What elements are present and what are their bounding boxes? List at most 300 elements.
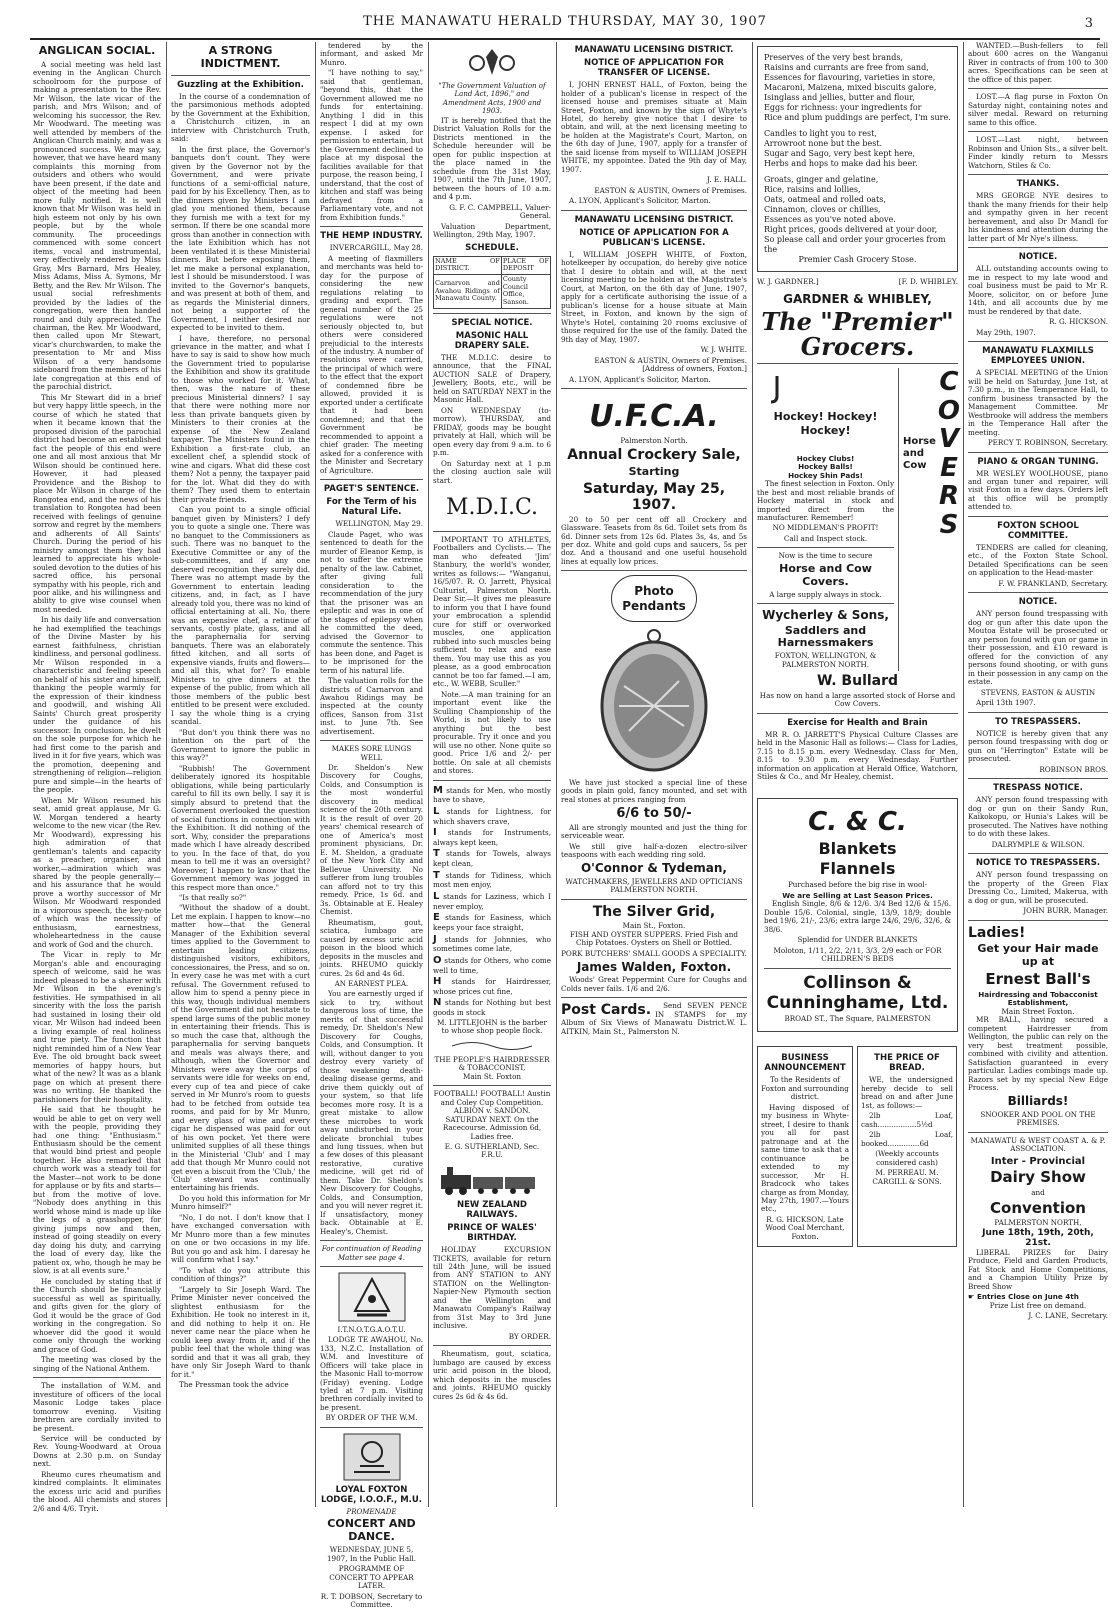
article-paragraph: The meeting was closed by the singing of the National Anthem. [33, 1355, 161, 1373]
verse-line: Rice and plum puddings are perfect, I'm sure. [764, 113, 951, 122]
walden-title: James Walden, Foxton. [576, 960, 732, 975]
continuation-note: For continuation of Reading Matter see page 4. [321, 1245, 422, 1262]
pendant-illustration-icon [594, 626, 714, 776]
crockery-date: Saturday, May 25, 1907. [582, 480, 726, 514]
article-paragraph: Claude Paget, who was sentenced to death for the murder of Eleanor Kemp, is not to suffer the extreme penalty of the law. Cabinet, after giving full consideration to the recommendation of the jury that the prisoner was an epileptic and was in one of the stages of epilepsy when he committed the deed, advised the Governor to commute the sentence. This has been done, and Paget is to be imprisoned for the term of his natural life. [320, 529, 423, 675]
collinson-title: Collinson & Cunninghame, Ltd. [766, 972, 949, 1013]
grid-title: The Silver Grid, [592, 903, 716, 920]
divider [764, 968, 951, 969]
hockey-line: Hockey Clubs! [796, 453, 855, 463]
dairy-show: Dairy Show [990, 1168, 1086, 1187]
saddlers-title: Saddlers and Harnessmakers [777, 623, 874, 650]
licensing-notice: NOTICE OF APPLICATION FOR A PUBLICAN'S LICENSE. [579, 227, 729, 248]
lost-ad: LOST.—A flag purse in Foxton On Saturday night, containing notes and silver medal. Reward on returning same to this office. [968, 92, 1108, 127]
divider [968, 452, 1108, 453]
schedule-table [433, 256, 551, 309]
divider [433, 1085, 551, 1086]
notice-date: April 13th 1907. [976, 698, 1036, 708]
ufca-title: U.F.C.A. [589, 399, 719, 435]
news-item: Service will be conducted by Rev. Young-Woodward at Oroua Downs at 2.30 p.m. on Sunday next. [33, 1433, 161, 1469]
whibley-name: [F. D. WHIBLEY. [898, 277, 958, 286]
bread-note: (Weekly accounts considered cash) [875, 1149, 939, 1167]
wanted-ad: WANTED.—Bush-fellers to fell about 600 acres on the Wanganui River in contracts of from 100 to 300 acres. Specifications can be seen at the office of this paper. [968, 41, 1108, 84]
pendants-text: We have just stocked a special line of these goods in plain gold, fancy mounted, and set with real stones at prices ranging from [561, 777, 747, 804]
column-rule [556, 42, 557, 1507]
alphabet-line: M stands for Men, who mostly have to shave, [433, 784, 551, 805]
bullard-text: Has now on hand a large assorted stock of Horse and Cow Covers. [759, 690, 956, 709]
article-paragraph: "No, I do not. I don't know that I have exchanged conversation with Mr Munro more than a few minutes on one or two occasions in my life. But you go and ask him. I daresay he will confirm what I say." [171, 1212, 310, 1265]
show-sign: J. C. LANE, Secretary. [1028, 1311, 1108, 1321]
alphabet-line: H stands for Hairdresser, whose prices cut fine, [433, 976, 551, 996]
licensing-sign: W. J. WHITE. [700, 345, 747, 355]
bullard-name: W. Bullard [816, 673, 899, 690]
trespass-title: NOTICE TO TRESPASSERS. [975, 858, 1101, 869]
indictment-heading: A STRONG INDICTMENT. [200, 44, 281, 70]
pendants-badge [611, 575, 697, 621]
assoc-title: MANAWATU & WEST COAST A. & P. ASSOCIATION. [970, 1135, 1106, 1154]
hockey-text: The finest selection in Foxton. Only the best and most reliable brands of Hockey material in stock and imported direct from the manufacturer. Remember! [757, 479, 895, 522]
licensing-sign: J. E. HALL. [707, 175, 747, 185]
article-paragraph: "Without the shadow of a doubt. Let me explain. I happen to know—no matter how—that the General Manager of the Exhibition several times applied to the Government to entertain leading citizens, distinguished visitors, exhibitors, concessionaires, the Press, and so on. In every case he was met with a curt refusal. The Government refused to allow him to spend a penny piece in this way, though individual members of the Government did not hesitate to spend large sums of the public money in entertaining their friends. This is so much the case that, although the paraphernalia for serving banquets and meals was always there, and although, when the Governor and Ministers were away the corps of servants were idle for weeks on end, every cup of tea and piece of cake served in Mr Munro's room to guests had to be fetched from outside tea rooms, and paid for by Mr Munro, and every glass of wine and every cigar he dispensed was paid for out of his own pocket. Yet there were unlimited supplies of all these things in the Ministerial 'Club' and I may add that though Mr Munro could not get even a biscuit from the 'Club,' the 'Club' steward was continually entertaining his friends. [171, 903, 310, 1193]
verse-line: Preserves of the very best brands, [764, 53, 903, 62]
verse-line: Cinnamon, cloves or chillies, [764, 205, 881, 214]
trespass-text: ANY person found trespassing with dog or gun on their Sandy Run, Kaikokopu, or Hunia's Lakes will be prosecuted. The Natives have nothing to do with these lakes. [968, 795, 1108, 839]
divider [757, 713, 958, 714]
article-paragraph: "Largely to Sir Joseph Ward. The Prime Minister never conceived the slightest enthusiasm for the Exhibition. He took no interest in it, and did nothing to help it on. He never came near the place when he could keep away from it, and if the public feel that the whole thing was sordid and that it was all grab, they have only Sir Joseph Ward to thank for it." [171, 1284, 310, 1379]
call-inspect: Call and Inspect stock. [783, 533, 868, 543]
pendants-price: 6/6 to 50/- [616, 806, 692, 822]
bottom-notices [757, 1042, 958, 1251]
schedule-title: SCHEDULE. [465, 242, 519, 253]
prize-list: Prize List free on demand. [989, 1300, 1087, 1310]
column-rule [428, 42, 429, 1507]
valuation-sign: G. F. C. CAMPBELL, Valuer-General. [449, 202, 551, 221]
article-paragraph: I have, therefore, no personal grievance in the matter, and what I have to say is said to show how much the Government tried to popularise the Exhibition and show its gratitude to those who worked for it. What, then, was the nature of these precious Ministerial dinners? I say that there were nothing more nor less than private banquets given by Ministers to their cronies at the expense of the New Zealand taxpayer. The Ministers found in the Exhibition a first-rate club, an excellent chef, a splendid stock of wine and cigars. What did these cost them? Not a penny, the taxpayer paid for the lot. What did they do with them? They used them to entertain their private friends. [171, 333, 310, 504]
covers-letters: C O V E R S [937, 367, 961, 540]
divider [320, 740, 423, 741]
crockery-title: Annual Crockery Sale, [567, 447, 741, 464]
piano-title: PIANO & ORGAN TUNING. [977, 456, 1099, 467]
railway-title: NEW ZEALAND RAILWAYS. [457, 1199, 527, 1220]
alphabet-line: L stands for Lightness, for which shavers crave, [433, 805, 551, 826]
divider [171, 75, 310, 76]
article-paragraph: "I have nothing to say," said that gentleman, "beyond this, that the Government allowed me no funds for entertaining. Anything I did in this respect I did at my own expense. I asked for permission to entertain, but the Government declined to place at my disposal the facilities available for that purpose, the reason being, I understand, that the cost of kitchen and staff was being defrayed from a Parliamentary vote, and not from Exhibition funds." [320, 68, 423, 222]
article-paragraph: A meeting of flaxmillers and merchants was held to-day for the purpose of considering the new regulations relating to grading and export. The general number of the 25 regulations were not seriously objected to, but others were considered prejudicial to the interests of the industry. A number of resolutions were carried, the principal of which were to the effect that the export of condemned fibre be allowed, provided it is exported under a certificate that it had been condemned; and that the Government be recommended to appoint a chief grader. The meeting asked for a conference with the Minister and Secretary of Agriculture. [320, 253, 423, 475]
alphabet-list [433, 785, 551, 1018]
verse-line: Sugar and Sago, very best kept here, [764, 149, 916, 158]
show-town: PALMERSTON NORTH, [994, 1218, 1082, 1228]
column-1 [33, 42, 161, 1513]
verse-line: Essences as you've noted above. [764, 215, 896, 224]
hair-made: Get your Hair made up at [977, 942, 1099, 969]
divider [320, 226, 423, 227]
ernest-ball: Ernest Ball's [985, 969, 1091, 988]
purchased-text: Purchased before the big rise in wool- [787, 880, 928, 890]
column-3 [320, 41, 423, 1610]
licensing-title: MANAWATU LICENSING DISTRICT. [574, 214, 734, 225]
oconnor-title: O'Connor & Tydeman, [580, 861, 727, 876]
verse-line: Herbs and hops to make dad his beer. [764, 159, 918, 168]
article-paragraph: In the course of a condemnation of the parsimonious methods adopted by the Government at the Exhibition, a Christchurch citizen, in an interview with Christchurch Truth, said: [171, 91, 310, 144]
football-sign: E. G. SUTHERLAND, Sec. F.R.U. [444, 1141, 540, 1160]
divider [968, 131, 1108, 132]
divider [320, 1266, 423, 1267]
verse-line: Eggs for richness: your ingredients for [764, 103, 922, 112]
hairdresser-title: THE PEOPLE'S HAIRDRESSER & TOBACCONIST, [434, 1054, 550, 1073]
divider [968, 920, 1108, 921]
walden-text: Woods' Great Peppermint Cure for Coughs and Colds never fails. 1/6 and 2/6. [561, 975, 747, 993]
divider [433, 780, 551, 781]
wycherley-title: Wycherley & Sons, [762, 608, 889, 623]
oddfellows-emblem-icon [342, 1432, 402, 1482]
divider [320, 479, 423, 480]
bread-sign: M. PERREAU. M. CARGILL & SONS. [872, 1168, 942, 1186]
column-rule [963, 42, 964, 1507]
flax-text: A SPECIAL MEETING of the Union will be held on Saturday, June 1st, at 7.30 p.m., in the Temperance Hall, to confirm business transacted by the Management Committee. Mr Westbrooke will address the members in the Temperance Hall after the meeting. [968, 368, 1108, 437]
notice-sign: R. G. HICKSON. [1049, 317, 1108, 327]
divider [968, 516, 1108, 517]
divider [757, 363, 958, 364]
schedule-cell: County Council Office, Sanson. [501, 275, 550, 309]
gw-names [757, 278, 958, 286]
school-text: TENDERS are called for cleaning, etc., of the Foxton State School. Detailed Specifications can be seen on application to the Head-master [968, 542, 1108, 578]
masonic-emblem-icon [337, 1271, 407, 1323]
postcards-text: Send SEVEN PENCE IN STAMPS for my Album of Six Views of Manawatu District.W. L. AITKIN, Main St., Palmerston N. [561, 1001, 747, 1036]
licensing-solicitor: A. LYON, Applicant's Solicitor, Marton. [569, 374, 711, 384]
licensing-text: I, WILLIAM JOSEPH WHITE, of Foxton, hotelkeeper by occupation, do hereby give notice that I desire to obtain and will, at the next licensing meeting to be holden at the Magistrate's Court, at Marton, on the 6th day of June, 1907, apply for a certificate authorising the issue of a publican's license for a house situate at Main Street, in Foxton, and known by the sign of Whyte's Hotel, containing 20 rooms exclusive of those required for the use of the family. Dated the 9th day of May, 1907. [561, 249, 747, 344]
schedule-header: NAME OF DISTRICT. [434, 256, 502, 274]
news-item: The installation of W.M. and investiture of officers of the local Masonic Lodge takes place tomorrow evening. Visiting brethren are cordially invited to be present. [33, 1381, 161, 1433]
column-6 [757, 42, 961, 1507]
bread-price: 2lb Loaf, booked..............6d [861, 1130, 953, 1148]
birthday-title: PRINCE OF WALES' BIRTHDAY. [447, 1222, 537, 1243]
hockey-covers-row [757, 367, 961, 671]
schedule-header: PLACE OF DEPOSIT [501, 256, 550, 274]
trespass-sign: DALRYMPLE & WILSON. [991, 839, 1085, 849]
loyal-promenade: PROMENADE [346, 1507, 397, 1516]
licensing-solicitor: A. LYON, Applicant's Solicitor, Marton. [569, 196, 711, 206]
gw-title: GARDNER & WHIBLEY, [783, 292, 932, 307]
hockey-title: Hockey! Hockey! Hockey! [773, 410, 878, 438]
licensing-title: MANAWATU LICENSING DISTRICT. [574, 45, 734, 55]
rheumatism-text: Rheumatism, gout, sciatica, lumbago are caused by excess uric acid poison in the blood, which deposits in the muscles and joints. RHEUMO quickly cures 2s 6d & 4s 6d. [433, 1349, 551, 1401]
entries-close: ☛ Entries Close on June 4th [968, 1292, 1079, 1302]
alphabet-line: L stands for Laziness, which I never employ, [433, 890, 551, 911]
flannels-title: Flannels [819, 859, 896, 879]
drapery-text: On Saturday next at 1 p.m the closing auction sale will start. [433, 458, 551, 485]
government-crest-icon [467, 45, 517, 79]
drapery-title: MASONIC HALL DRAPERY SALE. [454, 330, 530, 351]
thanks-text: MRS GEORGE NYE desires to thank the many friends for their help and sympathy given in her recent bereavement, and also Dr Mandl for his kindness and attention during the latter part of Mr Nye's illness. [968, 191, 1108, 243]
railway-text: HOLIDAY EXCURSION TICKETS, available for return till 24th June, will be issued from ANY STATION to ANY STATION on the Wellington-Napier-New Plymouth section and the Wellington and Manawatu Company's Railway from 31st May to 3rd June inclusive. [433, 1245, 551, 1331]
article-paragraph: This Mr Stewart did in a brief but very happy little speech, in the course of which he stated that when it became known that the proposed division of the parochial district had become an established fact the people of this end were one and all most anxious that Mr Wilson should be continued here. However, it had pleased Providence and the Bishop to place Mr Wilson in charge of the Rongotea end, and the news of his translation to Rongotea had been received with feelings of genuine sorrow and regret by the members and adherents of All Saints' Church. During the period of his ministry amongst them they had learned to appreciate his whole-souled devotion to the duties of his sacred office, his personal sympathy with his people, rich and poor alike, and his willingness and ability to give wise counsel when most needed. [33, 392, 161, 614]
article-paragraph: He said that he thought he would be able to get on very well with the people, providing they had one thing: "Enthusiasm." Enthusiasm should be the cement that would bind priest and people together. He also remarked that church work was a steady toil for the Master—not work to be done for applause or by fits and starts—but from the motive of love. "Nobody does anything in this world whose mind is made up like the legs of a grasshopper, for giving jumps now and then, instead of going steadily on every day doing his duty, and carrying the load of every day, like the patient ox, who, though he may be slow, is at all events sure." [33, 1105, 161, 1276]
drapery-text: ON WEDNESDAY (to-morrow), THURSDAY, and FRIDAY, goods may be bought privately at Hall, which will be open every day from 9 a.m. to 6 p.m. [433, 405, 551, 458]
verse-line: Right prices, goods delivered at your door, [764, 225, 938, 234]
football-text: FOOTBALL! FOOTBALL! Austin and Coley Cup Competition. ALBION v. SANDON. SATURDAY NEXT. On the Racecourse. Admission 6d, Ladies free. [433, 1089, 551, 1141]
lodge-text: LODGE TE AWAHOU, No. 133, N.Z.C. Installation of W.M. and Investiture of Officers will take place in the Masonic Hall to-morrow (Friday) evening. Lodge tyled at 7 p.m. Visiting brethren cordially invited to be present. [320, 1335, 423, 1412]
article-paragraph: The Vicar in reply to Mr Morgan's able and encouraging speech of welcome, said he was indeed pleased to be a sharer with Mr Wilson in the evening's festivities. He sympathised in all sincerity with the loss the parish had sustained in losing their old vicar. Mr Wilson had indeed been a living example of real holiness and true piety. The function that night reminded him of a New Year Eve. The old brought back sweet memories of happy hours, but what of the new? It was as a blank page on which at present there was no writing. He thanked the parishioners for their hospitality. [33, 950, 161, 1104]
notice-sign: STEVENS, EASTON & AUSTIN [980, 687, 1096, 697]
column-rule [166, 42, 167, 1507]
divider [561, 899, 747, 900]
alphabet-line: N stands for Nothing but best goods in stock [433, 997, 551, 1018]
column-rule [315, 42, 316, 1507]
flax-title: MANAWATU FLAXMILLS EMPLOYEES UNION. [982, 346, 1094, 367]
grid-address: Main St., Foxton. [622, 921, 686, 931]
divider [968, 712, 1108, 713]
divider [968, 592, 1108, 593]
valuation-caption: "The Government Valuation of Land Act, 1896," and Amendment Acts, 1900 and 1903. [438, 82, 546, 115]
verse-line: Premier Cash Grocery Stose. [798, 255, 917, 264]
pendants-text: We still give half-a-dozen electro-silver teaspoons with each wedding ring sold. [561, 841, 747, 859]
pendants-title: Photo Pendants [622, 584, 686, 613]
special-notice-title: SPECIAL NOTICE. [451, 317, 533, 328]
exercise-text: MR R. O. JARRETT'S Physical Culture Classes are held in the Masonic Hall as follows:— Class for Ladies, 7.15 to 8.15 p.m. every Wednesday. Class for Men, 8.15 to 9.30 p.m. every Wednesday. Further information on application at Herald Office, Watchorn, Stiles & Co., and Mr Healey, chemist. [757, 729, 958, 782]
littlejohn-text: M. LITTLEJOHN is the barber to whose shop people flock. [437, 1017, 547, 1036]
verse-line: Groats, ginger and gelatine, [764, 175, 879, 184]
notice-title: NOTICE. [1018, 252, 1058, 263]
divider [757, 547, 894, 548]
collinson-ad [757, 798, 958, 1032]
verse-line: Candles to light you to rest, [764, 129, 877, 138]
crockery-starting: Starting [628, 464, 680, 478]
loyal-title: LOYAL FOXTON LODGE, I.O.O.F., M.U. [320, 1484, 423, 1505]
article-paragraph: Can you point to a single official banquet given by Ministers? I defy you to quote a single one. There was no banquet to the Commissioners as such. There was no banquet to the Executive Committee or any of the sub-committees, and if any one deserved recognition they surely did. There was no attempt made by the Government to entertain leading citizens, and, in fact, as I have already told you, there was no kind of official entertaining at all. No, there was an expensive chef, a retinue of servants, costly plate, glass, and all the paraphernalia for serving banquets. There was an elaborately fitted kitchen, and all sorts of expensive viands, fruits and flowers—and all this, what for? To enable Ministers to give dinners at the expense of the public, from which all those members of the public best entitled to be present were excluded. I say the whole thing is a crying scandal. [171, 505, 310, 727]
valuation-text: IT is hereby notified that the District Valuation Rolls for the Districts mentioned in the Schedule hereunder will be open for public inspection at the place named in the schedule from the 31st May, 1907, until the 7th June, 1907, between the hours of 10 a.m. and 4 p.m. [433, 116, 551, 202]
divider [561, 570, 747, 571]
verse-line: Isinglass and jellies, butter and flour, [764, 93, 915, 102]
no-middlemen: NO MIDDLEMAN'S PROFIT! [772, 523, 879, 533]
and-word: and [1031, 1188, 1045, 1198]
notice-title: NOTICE. [1018, 597, 1058, 608]
bread-title: THE PRICE OF BREAD. [874, 1053, 940, 1074]
advert-text: You are earnestly urged if sick to try, without dangerous loss of time, the merits of that successful remedy, Dr. Sheldon's New Discovery for Coughs, Colds, and Consumption. It will, without danger to you destroy every variety of those weakening death-dealing disease germs, and drive them quickly out of your system, so that life becomes more rosy. It is a great mistake to allow these microbes to work away undisturbed in your delicate bronchial tubes and lung tissues, when but a few doses of this pleasant restorative, curative medicine, will get rid of them. Take Dr. Sheldon's New Discovery for Coughs, Colds, and Consumption, and you will never regret it. If unsatisfactory, money back. Obtainable at E. Healey's, Chemist. [320, 989, 423, 1236]
athletes-text: IMPORTANT TO ATHLETES, Footballers and Cyclists.— The man who defeated 'Jim' Stanbury, the world's wonder, writes as follows:— "Wanganui, 16/5/07. R. O. Jarrett, Physical Culturist, Palmerston North. Dear Sir,—It gives me pleasure to inform you that I have found your embrocation a splendid cure for stiff or overworked muscles, one application rubbed into such muscles being sufficient to relax and ease them. You may use this as you please, as a good embrocation cannot be too far famed.—I am, etc., W. WEBB, Sculler." [433, 535, 551, 689]
oconnor-town: PALMERSTON NORTH. [610, 885, 698, 895]
lodge-title: I.T.N.O.T.G.A.O.T.U. [337, 1325, 406, 1334]
verse-line: So please call and order your groceries from the [764, 235, 946, 254]
verse-line: Raisins and currants are free from sand, [764, 63, 929, 72]
thanks-title: THANKS. [1016, 179, 1060, 190]
divider [968, 341, 1108, 342]
valuation-dept: Valuation Department, Wellington, 29th May, 1907. [433, 221, 551, 240]
article-paragraph: tendered by the informant, and asked Mr Munro. [320, 41, 423, 67]
alphabet-line: I stands for Instruments, always kept keen, [433, 827, 551, 847]
snooker-text: SNOOKER AND POOL ON THE PREMISES. [980, 1109, 1096, 1128]
licensing-owners: EASTON & AUSTIN, Owners of Premises. [594, 185, 747, 195]
premier-title: The "Premier" Grocers. [761, 306, 954, 361]
ufca-town: Palmerston North. [620, 435, 688, 445]
licensing-owners: EASTON & AUSTIN, Owners of Premises. [Address of owners, Foxton.] [594, 355, 747, 374]
exercise-title: Exercise for Health and Brain [787, 717, 928, 728]
hockey-line: Hockey Balls! [798, 462, 853, 472]
article-paragraph: "To what do you attribute this condition of things?" [171, 1265, 310, 1284]
paget-heading: PAGET'S SENTENCE. [323, 484, 420, 495]
railway-train-icon [437, 1163, 547, 1197]
alphabet-line: T stands for Tidiness, which most men enjoy, [433, 869, 551, 890]
school-title: FOXTON SCHOOL COMMITTEE. [997, 520, 1079, 541]
moloton-text: Moloton, 1/11, 2/2, 2/11, 3/3, 2/9 each or FOR CHILDREN'S BEDS [773, 945, 942, 964]
lost-ad: LOST.—Last night, between Robinson and Union Sts., a silver belt. Finder kindly return to Messrs Watchorn, Stiles & Co. [968, 135, 1108, 170]
alphabet-line: T stands for Towels, always kept clean, [433, 848, 551, 869]
billiards-title: Billiards! [1007, 1094, 1069, 1109]
licensing-text: I, JOHN ERNEST HALL, of Foxton, being the holder of a publican's license in respect of the licensed house and premises situate at Main Street, Foxton, and known by the sign of Whyte's Hotel, do hereby give notice that I desire to obtain, and will, at the next licensing meeting to be holden at the Magistrate's Court, Marton, on the 6th day of June, 1907, apply for a transfer of the said license from myself to WILLIAM JOSEPH WHITE, my appointee. Dated the 9th day of May, 1907. [561, 80, 747, 174]
blankets-title: Blankets [818, 838, 897, 858]
premier-verse-box [757, 46, 958, 272]
liberal-text: LIBERAL PRIZES for Dairy Produce, Field and Garden Products, Fat Stock and Home Competitions, and a Champion Utility Prize by Breed Show [968, 1247, 1108, 1291]
wycherley-address: FOXTON, WELLINGTON, & PALMERSTON NORTH. [774, 651, 877, 669]
verse-line: Essences for flavouring, varieties in store, [764, 73, 936, 82]
divider [33, 1377, 161, 1378]
trespass-title: TO TRESPASSERS. [995, 716, 1081, 727]
concert-date: WEDNESDAY, JUNE 5, 1907, In the Public Hall. [326, 1545, 417, 1563]
trespass-sign: JOHN BURR, Manager. [1023, 906, 1108, 916]
ornament-icon [452, 1039, 532, 1053]
lodge-sign: BY ORDER OF THE W.M. [325, 1413, 418, 1423]
anglican-heading: ANGLICAN SOCIAL. [38, 44, 156, 57]
gardner-name: W. J. GARDNER.] [757, 277, 819, 286]
sizes-text: English Single, 8/6 & 12/6. 3/4 Bed 12/6 & 15/6. Double 15/6. Colonial, single, 13/9, 18/9; double bed 19/6, 21/-, 23/6; extra large 24/6, 29/6, 32/6, & 38/6. [764, 899, 951, 934]
pork-text: PORK BUTCHERS' SMALL GOODS A SPECIALITY. [561, 948, 747, 958]
trespass-text: ANY person found trespassing on the property of the Green Flax Dressing Co., Limited, Makerua, with a dog or gun, will be prosecuted. [968, 870, 1108, 905]
article-paragraph: The valuation rolls for the districts of Carnarvon and Awahou Ridings may be inspected at the county offices, Sanson from 31st inst. to June 7th. See advertisement. [320, 676, 423, 736]
selling-text: We are Selling at Last Season Prices. [782, 890, 933, 900]
article-paragraph: "But don't you think there was no intention on the part of the Government to ignore the public in this way?" [171, 727, 310, 763]
bullard-covers [903, 367, 961, 671]
lungs-heading: MAKES SORE LUNGS WELL [331, 745, 412, 762]
divider [433, 1345, 551, 1346]
divider [561, 388, 747, 389]
divider [968, 88, 1108, 89]
bread-price: 2lb Loaf, cash.................5½d [861, 1111, 953, 1129]
divider [968, 853, 1108, 854]
notice-text: ANY person found trespassing with dog or gun after this date upon the Moutoa Estate will be prosecuted or any person found with gun or game in their possession, and £10 reward is offered for the conviction of any persons found shooting, or with guns in their possession in any camp on the estate. [968, 609, 1108, 687]
column-5 [561, 42, 747, 1507]
splendid-text: Splendid for UNDER BLANKETS [797, 935, 918, 945]
article-paragraph: He concluded by stating that if the Church should be financially successful as well as spiritually, and gifts given for the glory of God it would be the grace of God working in the congregation. So whoever did the good it would come only through the working and grace of God. [33, 1276, 161, 1354]
alphabet-line: J stands for Johnnies, who sometimes come late, [433, 933, 551, 954]
article-paragraph: "Is that really so?" [179, 893, 247, 902]
flax-sign: PERCY T. ROBINSON, Secretary. [987, 438, 1108, 448]
divider [320, 1240, 423, 1241]
divider [433, 531, 551, 532]
alphabet-line: E stands for Easiness, which keeps your face straight, [433, 912, 551, 933]
hairdresser-address: Main St. Foxton [462, 1071, 522, 1081]
divider [561, 210, 747, 211]
bread-text: WE, the undersigned hereby decide to sell bread on and after June 1st, as follows:— [861, 1075, 953, 1110]
business-title: BUSINESS ANNOUNCEMENT [764, 1053, 846, 1074]
plea-heading: AN EARNEST PLEA. [334, 980, 409, 989]
grid-text: FISH AND OYSTER SUPPERS. Fried Fish and Chip Potatoes. Oysters on Shell or Bottled. [570, 929, 738, 948]
concert-title: CONCERT AND DANCE. [327, 1517, 416, 1544]
column-4 [433, 42, 551, 1507]
covers-horse-cow: Horse and Cow [903, 435, 936, 471]
athletes-note: Note.—A man training for an important event like the Sculling Championship of the World, is not likely to use anything but the best procurable. Try it once and you will use no other. None quite so good. Price 1/6 and 2/- per bottle. On sale at all chemists and stores. [433, 689, 551, 776]
pendants-text: All are strongly mounted and just the thing for serviceable wear. [561, 822, 747, 841]
concert-sign: R. T. DOBSON, Secretary to Committee. [320, 1591, 423, 1610]
divider [968, 174, 1108, 175]
drapery-text: THE M.D.I.C. desire to announce, that the FINAL AUCTION SALE of Drapery, Jewellery, Boots, etc., will be held on SATURDAY NEXT in the Masonic Hall. [433, 352, 551, 405]
verse-line: Arrowroot none but the best. [764, 139, 883, 148]
mdic-title: M.D.I.C. [445, 495, 539, 521]
trespass-sign: ROBINSON BROS. [1039, 764, 1108, 774]
advert-text: Dr. Sheldon's New Discovery for Coughs, Colds, and Consumption is the most wonderful discovery in medical science of the 20th century. It is the result of over 20 years' chemical research of one of America's most prominent physicians, Dr. E. M. Sheldon, a graduate of the New York City and Bellevue University. No sufferer from lung troubles can afford not to try this remedy. Price, 1s 6d. and 3s. Obtainable at E. Healey Chemist. [320, 762, 423, 917]
licensing-notice: NOTICE OF APPLICATION FOR TRANSFER OF LICENSE. [584, 58, 724, 79]
postcards-title: Post Cards. [561, 1002, 652, 1019]
column-7 [968, 42, 1108, 1507]
divider [757, 603, 894, 604]
dateline: INVERCARGILL, May 28. [329, 243, 423, 253]
business-to: To the Residents of Foxton and surrounding district. [761, 1075, 849, 1102]
advert-text: Rheumatism, gout, sciatica, lumbago are caused by excess uric acid poison in the blood which deposits in the muscles and joints. RHEUMO quickly cures. 2s 6d and 4s 6d. [320, 917, 423, 978]
schedule-cell: Carnarvon and Awahou Ridings of Manawatu County. [434, 275, 502, 309]
business-sign: R. G. HICKSON, Late Wood Coal Merchant, Foxton. [765, 1214, 845, 1241]
divider [561, 997, 747, 998]
show-dates: June 18th, 19th, 20th, 21st. [982, 1227, 1094, 1249]
hair-address: Main Street Foxton. [1001, 1006, 1075, 1016]
hockey-stick-icon [767, 374, 787, 404]
verse-line: Macaroni, Maizena, mixed biscuits galore, [764, 83, 937, 92]
divider [320, 1427, 423, 1428]
school-sign: F. W. FRANKLAND, Secretary. [998, 578, 1108, 588]
divider [433, 313, 551, 314]
news-item: Rheumo cures rheumatism and kindred complaints. It eliminates the excess uric acid and purifies the blood. All chemists and stores 2/6 and 4/6. Tryit. [33, 1469, 161, 1513]
convention-title: Convention [990, 1198, 1086, 1217]
divider [968, 247, 1108, 248]
article-paragraph: In his daily life and conversation he had exemplified the teachings of the Divine Master by his earnest faithfulness, christian kindliness, and personal godliness. Mr Wilson responded in a characteristic and feeling speech on behalf of his sister and himself, thanking the people warmly for the expression of their kindness and goodwill, and wishing All Saints' Church great prosperity under the guidance of his successor. In conclusion, he dwelt on the sole purpose for which he had first come to the parish and lived in it for five years, which was the promotion, deepening and strengthening of religion—religion pure and simple—in the hearts of the people. [33, 615, 161, 795]
column-2 [171, 42, 310, 1507]
masthead [30, 14, 1100, 40]
ladies-title: Ladies! [968, 924, 1026, 941]
column-rule [752, 42, 753, 1507]
trespass-title: TRESPASS NOTICE. [993, 783, 1083, 794]
cc-title: C. & C. [808, 806, 907, 837]
concert-programme: PROGRAMME OF CONCERT TO APPEAR LATER. [329, 1564, 414, 1591]
oconnor-sub: WATCHMAKERS, JEWELLERS AND OPTICIANS [565, 876, 743, 886]
page-number: 3 [1084, 16, 1094, 31]
divider [968, 778, 1108, 779]
masthead-title: THE MANAWATU HERALD THURSDAY, MAY 30, 1907 [363, 14, 767, 29]
railway-sign: BY ORDER. [508, 1331, 551, 1341]
hemp-heading: THE HEMP INDUSTRY. [320, 231, 423, 242]
article-paragraph: The Pressman took the advice [179, 1380, 289, 1390]
article-paragraph: When Mr Wilson resumed his seat, amid great applause, Mr G. W. Morgan tendered a hearty welcome to the new vicar (the Rev. Mr Woodward), expressing his high admiration of that gentleman's talents and capacity as a preacher, organiser, and worker,—admiration which was shared by the people generally—and his assurance that he would prove a worthy successor of Mr Wilson. Mr Woodward responded in a vigorous speech, the key-note of which was the necessity of enthusiasm, earnestness, wholeheartedness in the cause and work of God and the church. [33, 795, 161, 949]
inter-provincial: Inter - Provincial [990, 1155, 1086, 1167]
trespass-text: NOTICE is hereby given that any person found trespassing with dog or gun on "Herrington" Estate will be prosecuted. [968, 728, 1108, 764]
business-notice [757, 1046, 853, 1247]
verse-line: Rice, raisins and lollies, [764, 185, 861, 194]
paget-subheading: For the Term of his Natural Life. [326, 497, 417, 518]
dateline: WELLINGTON, May 29. [335, 519, 423, 529]
large-supply: A large supply always in stock. [769, 589, 882, 599]
hockey-line: Hockey Shin Pads! [788, 470, 863, 480]
notice-text: ALL outstanding accounts owing to me in respect to my late wood and coal business must be paid to Mr R. Moore, solicitor, on or before June 14th, and all accounts due by me must be rendered by that date. [968, 264, 1108, 316]
article-paragraph: In the first place, the Governor's banquets don't count. They were given by the Governor not by the Government, and were private functions of a semi-official nature, paid for by his Excellency. Then, as to the dinners given by Ministers I am glad you mentioned them, because they furnish me with a text for my sermon. If there be one scandal more gross than another in connection with the late Exhibition which has not been ventilated it is these Ministerial dinners. But before exposing them, let me make a personal explanation, lest I should be misunderstood. I was invited to the Governor's banquets, and was present at both of them, and as regards the Ministerial dinners, not being a supporter of the Government, I neither desired nor expected to be invited to them. [171, 144, 310, 333]
article-paragraph: A social meeting was held last evening in the Anglican Church schoolroom for the purpose of making a presentation to the Rev. Mr Wilson, the late vicar of the parish, and Mrs Wilson; and of welcoming his successor, the Rev. Mr Woodward. The meeting was well attended by members of the Anglican Church mainly, and was a pronounced success. We may say, however, that we have heard many complaints this morning from outsiders and others who would have been present, if the date and object of the meeting had been more fully notified. It is well known that Mr Wilson was held in high esteem not only by his own people, but by the whole community. The proceedings commenced with some concert items, vocal and instrumental, very effectively rendered by Miss Gray, Mrs Barnard, Mrs Healey, Miss Adams, Miss A. Symons, Mr Betty, and the Rev. Mr Wilson. The usual social refreshments provided by the ladies of the congregation, were then handed round and duly appreciated. The chairman, the Rev. Mr Woodward, then called upon Mr Stewart, vicar's churchwarden, to make the presentation to Mr and Miss Wilson of a very handsome sideboard from the members of his late congregation at this end of the parochial district. [33, 59, 161, 392]
collinson-address: BROAD ST., The Square, PALMERSTON [784, 1013, 931, 1023]
now-time: Now is the time to secure [778, 551, 873, 561]
crockery-text: 20 to 50 per cent off all Crockery and Glassware. Teasets from 8s 6d. Toilet sets from 8s 6d. Dinner sets from 12s 6d. Plates 3s, 4s, and 5s per doz. White and gold cups and saucers, 5s per doz. And a thousand and one useful household lines at equally low prices. [561, 514, 747, 566]
hair-sub: Hairdressing and Tobacconist Establishment, [978, 989, 1098, 1008]
horse-covers: Horse and Cow Covers. [779, 561, 872, 588]
ball-text: MR BALL, having secured a competent Hairdresser from Wellington, the public can rely on the very best treatment possible, combined with civility and attention. Satisfaction guaranteed in every particular. Ladies combings made up. Razors set by my special New Edge Process. [968, 1015, 1108, 1092]
indictment-subheading: Guzzling at the Exhibition. [177, 79, 304, 90]
alphabet-line: O stands for Others, who come well to time, [433, 954, 551, 975]
bread-notice [857, 1046, 957, 1247]
divider [968, 1132, 1108, 1133]
hockey-ad [757, 368, 894, 671]
